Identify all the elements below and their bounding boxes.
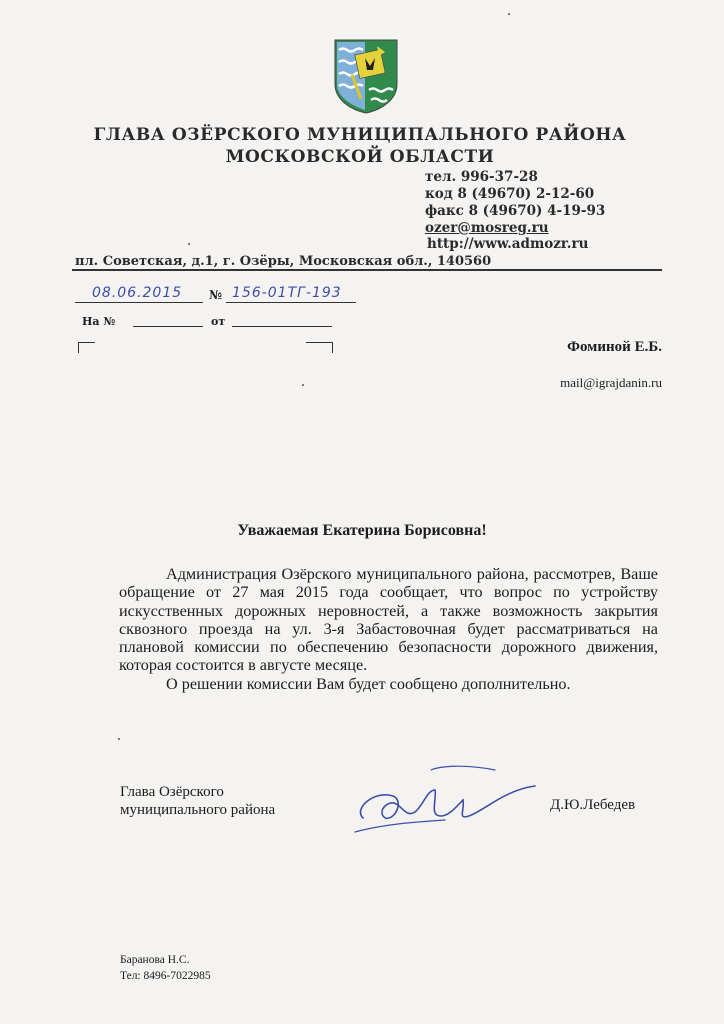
contact-phone: тел. 996-37-28 (425, 169, 538, 185)
registration-date-line (75, 302, 203, 303)
recipient-email: mail@igrajdanin.ru (560, 375, 662, 390)
letter-paragraph: О решении комиссии Вам будет сообщено дополнительно. (166, 674, 571, 693)
reply-to-label: На № (82, 315, 116, 328)
executor-phone: Тел: 8496-7022985 (120, 970, 211, 982)
signer-position-line2: муниципального района (120, 802, 276, 818)
org-title-line1: ГЛАВА ОЗЁРСКОГО МУНИЦИПАЛЬНОГО РАЙОНА (93, 125, 627, 145)
registration-date: 08.06.2015 (92, 285, 183, 301)
from-line (232, 326, 332, 327)
address-bracket-left (78, 342, 95, 353)
org-address: пл. Советская, д.1, г. Озёры, Московская обл., 140560 (75, 254, 492, 269)
recipient-name: Фоминой Е.Б. (567, 339, 662, 355)
registration-number: 156-01ТГ-193 (232, 285, 342, 301)
address-bracket-right (306, 342, 333, 353)
executor-name: Баранова Н.С. (120, 954, 190, 966)
registration-number-line (226, 302, 356, 303)
paper-speck (188, 243, 190, 245)
handwritten-signature (345, 760, 540, 840)
header-divider (72, 269, 662, 271)
org-title-line2: МОСКОВСКОЙ ОБЛАСТИ (225, 147, 495, 167)
paper-speck (118, 738, 120, 740)
from-label: от (211, 315, 226, 328)
paper-speck (302, 384, 304, 386)
paper-speck (508, 13, 510, 15)
reply-to-line (133, 326, 203, 327)
salutation: Уважаемая Екатерина Борисовна! (237, 522, 487, 539)
letter-paragraph: Администрация Озёрского муниципального района, рассмотрев, Ваше обращение от 27 мая 2015 года сообщает, что вопрос по устройству искусственных дорожных неровностей, а также возможность закрытия сквозного проезда на ул. 3-я Забастовочная будет рассматриваться на плановой комиссии по обеспечению безопасности дорожного движения, которая состоится в августе месяце. (119, 565, 658, 675)
signer-position-line1: Глава Озёрского (120, 784, 224, 800)
contact-code: код 8 (49670) 2-12-60 (425, 186, 595, 202)
coat-of-arms-icon (333, 38, 399, 114)
signer-name: Д.Ю.Лебедев (550, 797, 636, 813)
contact-website-link[interactable]: http://www.admozr.ru (427, 236, 589, 252)
contact-fax: факс 8 (49670) 4-19-93 (425, 203, 606, 219)
letter-body (119, 565, 658, 693)
registration-number-sign: № (209, 288, 223, 302)
contact-email-link[interactable]: ozer@mosreg.ru (425, 220, 549, 236)
